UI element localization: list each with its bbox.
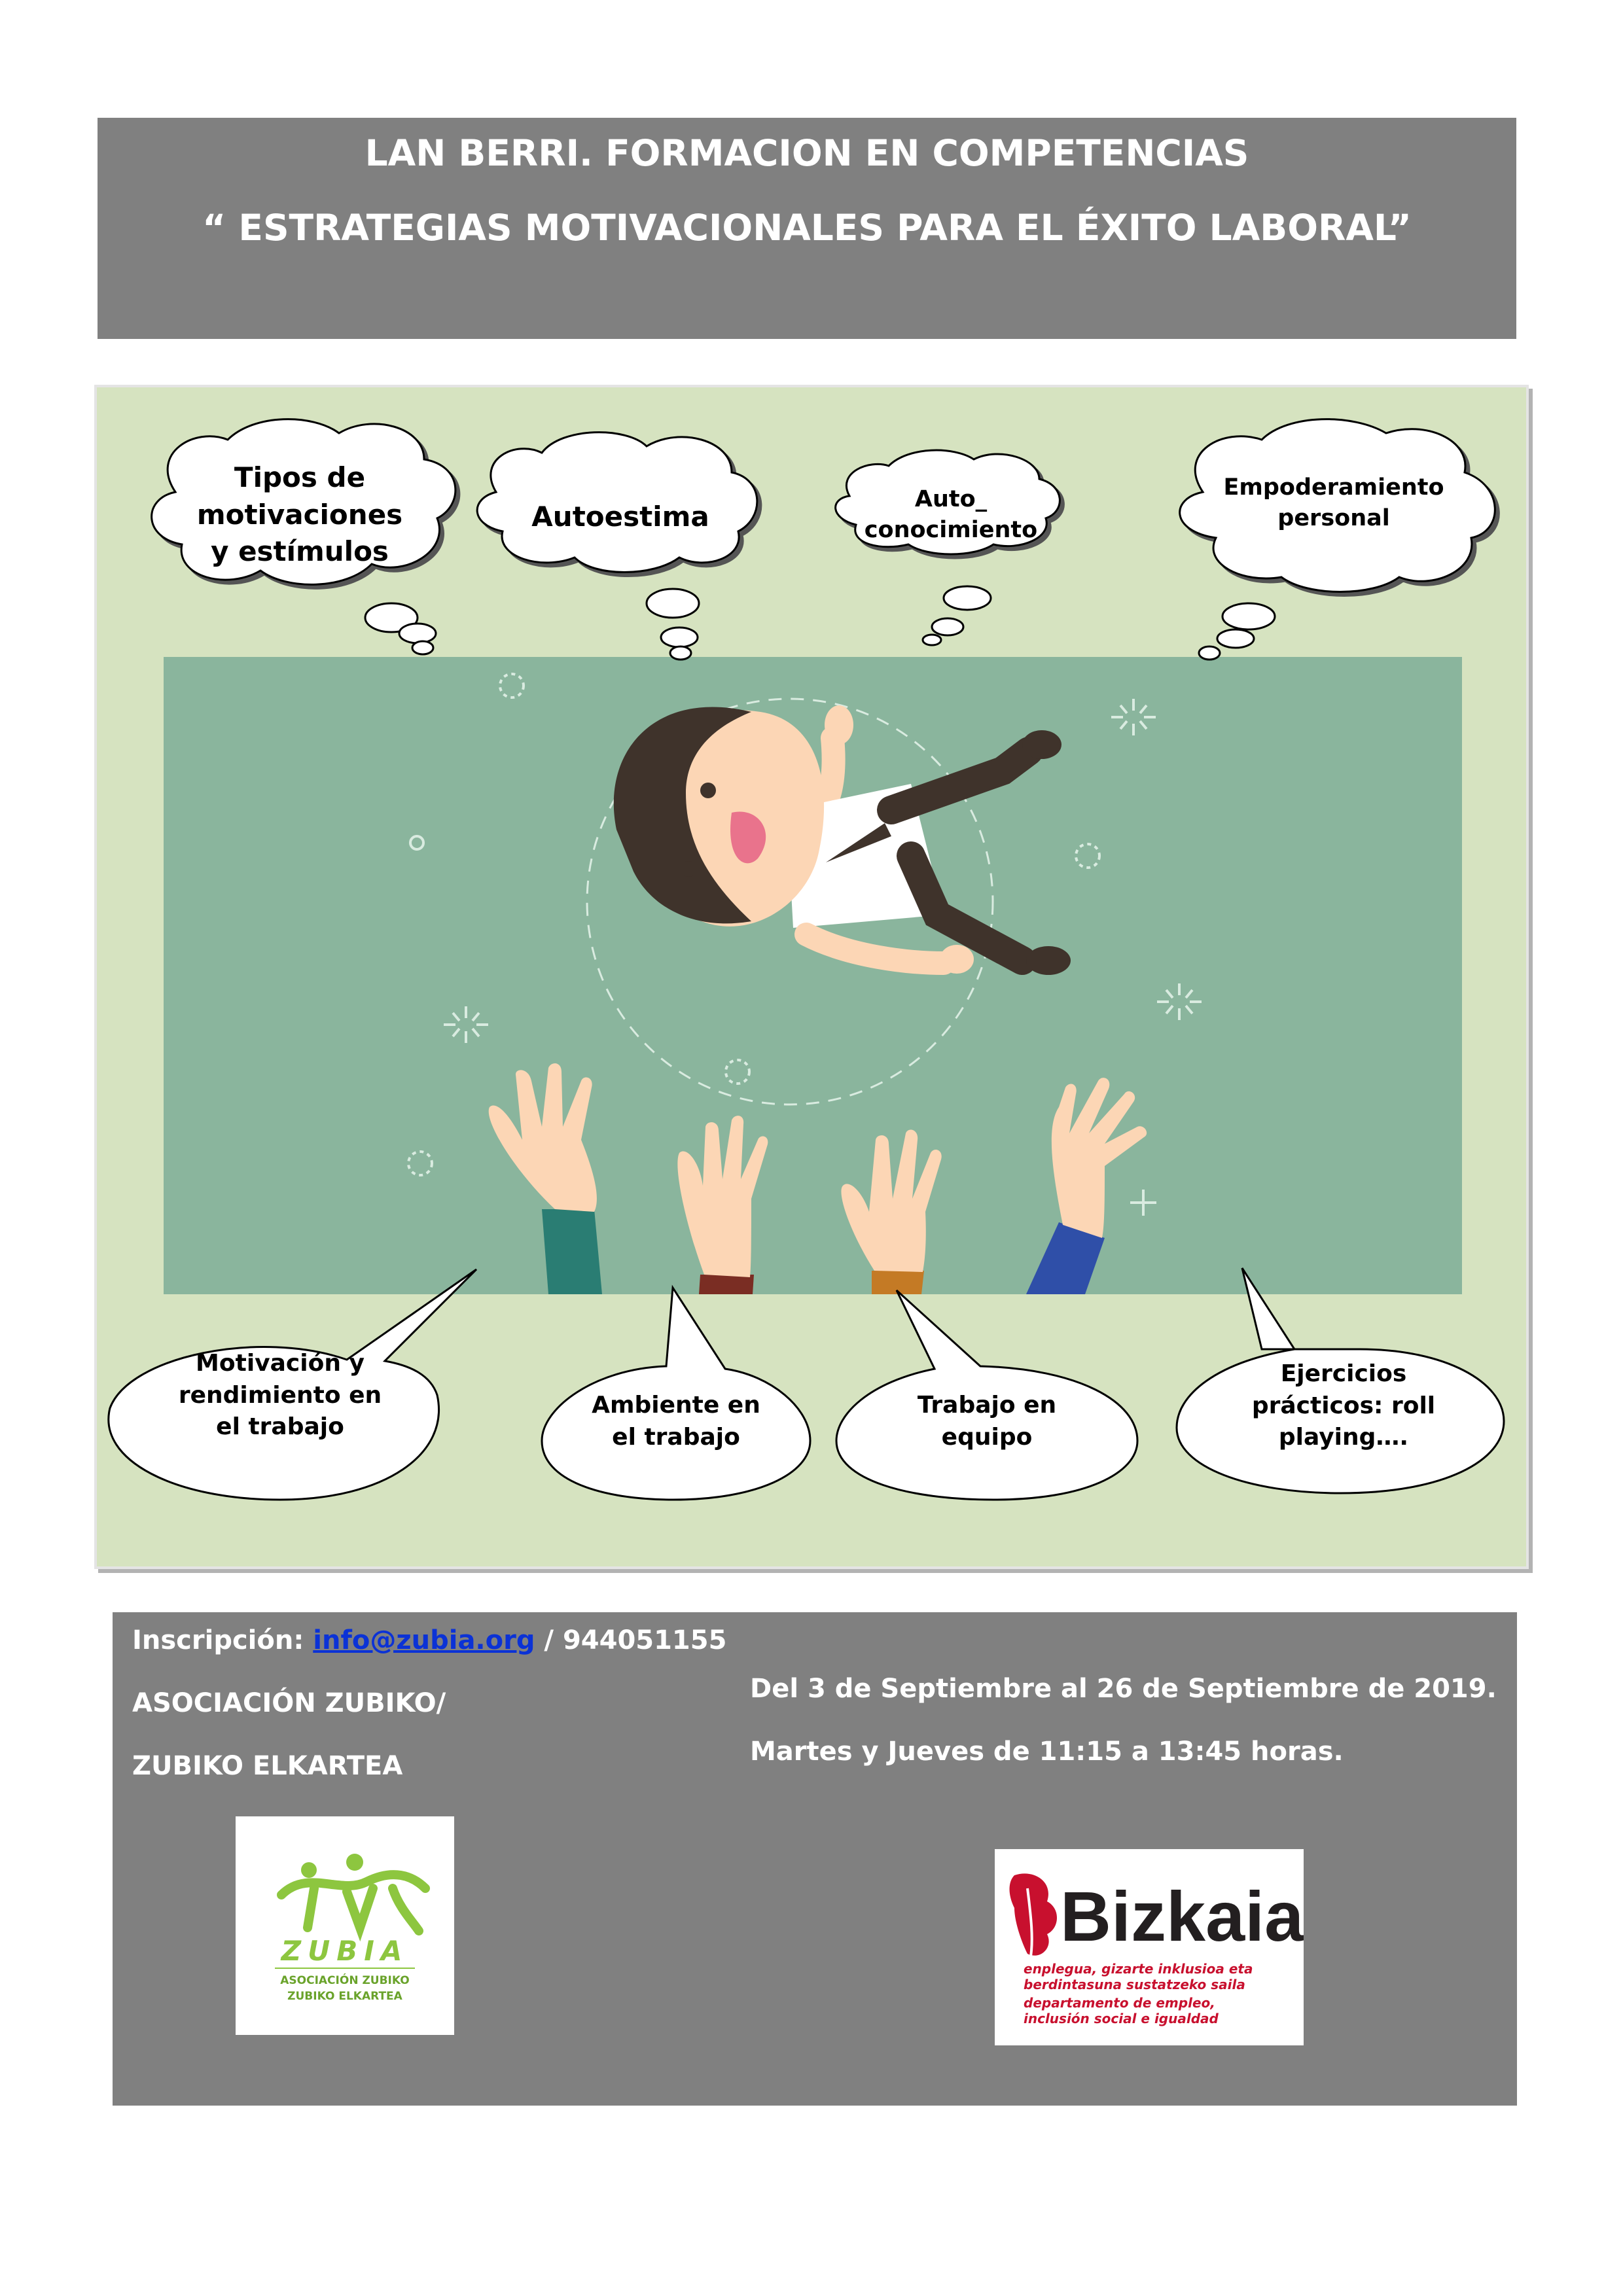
bizkaia-logo-graphic <box>995 1849 1304 2045</box>
bizkaia-subtitle-3: departamento de empleo, <box>1024 1995 1215 2011</box>
thought-cloud-3-shape <box>836 450 1060 645</box>
bizkaia-logo-name: Bizkaia <box>1060 1877 1304 1956</box>
bizkaia-subtitle-4: inclusión social e igualdad <box>1024 2011 1219 2026</box>
oak-leaf-icon <box>1010 1873 1058 1955</box>
zubia-logo <box>236 1816 454 2035</box>
course-schedule: Martes y Jueves de 11:15 a 13:45 horas. <box>750 1737 1344 1767</box>
illustration-panel <box>94 385 1529 1569</box>
organization-line-2: ZUBIKO ELKARTEA <box>132 1751 403 1781</box>
thought-cloud-text-3: Auto_ conocimiento <box>864 486 1038 544</box>
thought-cloud-4-shape <box>1180 419 1495 660</box>
zubia-logo-name: ZUBIA <box>281 1935 409 1967</box>
bizkaia-logo <box>995 1849 1304 2045</box>
zubia-logo-graphic <box>236 1816 454 2035</box>
course-dates: Del 3 de Septiembre al 26 de Septiembre de 2019. <box>750 1674 1497 1704</box>
info-footer <box>113 1612 1517 2106</box>
registration-label: Inscripción: <box>132 1625 304 1655</box>
zubia-logo-subtitle-1: ASOCIACIÓN ZUBIKO <box>280 1974 410 1987</box>
speech-bubble-text-4: Ejercicios prácticos: roll playing…. <box>1251 1360 1436 1451</box>
bizkaia-subtitle-2: berdintasuna sustatzeko saila <box>1024 1977 1245 1992</box>
title-banner <box>98 118 1516 339</box>
zubia-logo-subtitle-2: ZUBIKO ELKARTEA <box>287 1990 402 2003</box>
organization-line-1: ASOCIACIÓN ZUBIKO/ <box>132 1688 446 1718</box>
speech-bubble-text-3: Trabajo en equipo <box>917 1392 1057 1451</box>
speech-bubble-text-1: Motivación y rendimiento en el trabajo <box>178 1350 382 1441</box>
title-line-2: “ ESTRATEGIAS MOTIVACIONALES PARA EL ÉXITO LABORAL” <box>202 207 1412 249</box>
speech-bubble-text-2: Ambiente en el trabajo <box>592 1392 760 1451</box>
phone-number: / 944051155 <box>544 1625 727 1655</box>
thought-cloud-text-2: Autoestima <box>531 501 709 533</box>
thought-cloud-text-1: Tipos de motivaciones y estímulos <box>196 461 403 568</box>
email-link[interactable]: info@zubia.org <box>313 1625 535 1655</box>
registration-line <box>132 1625 726 1655</box>
title-line-1: LAN BERRI. FORMACION EN COMPETENCIAS <box>365 132 1249 174</box>
bizkaia-subtitle-1: enplegua, gizarte inklusioa eta <box>1024 1961 1253 1977</box>
thought-cloud-2-shape <box>477 433 757 660</box>
thought-cloud-text-4: Empoderamiento personal <box>1223 474 1444 532</box>
